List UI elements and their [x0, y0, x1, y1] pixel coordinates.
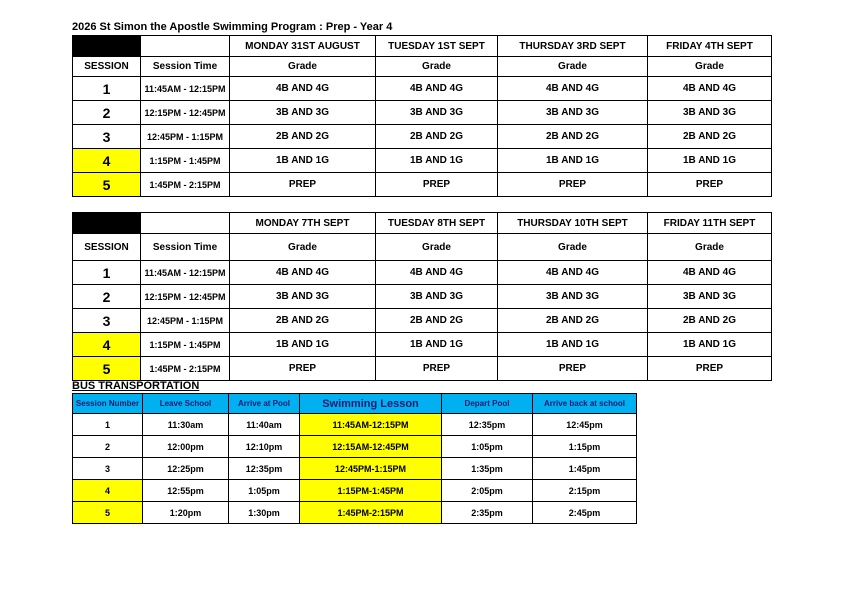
- grade-header: Grade: [230, 57, 376, 77]
- bus-cell: 12:35pm: [442, 414, 533, 436]
- session-time: 1:45PM - 2:15PM: [141, 357, 230, 381]
- grade-cell: 2B AND 2G: [648, 125, 772, 149]
- grade-cell: PREP: [648, 173, 772, 197]
- grade-header: Grade: [376, 57, 498, 77]
- table-row: [73, 414, 637, 436]
- bus-cell: 1:30pm: [229, 502, 300, 524]
- bus-header: Depart Pool: [442, 394, 533, 414]
- grade-cell: 2B AND 2G: [230, 309, 376, 333]
- table-row: [73, 173, 772, 197]
- table-row: [73, 149, 772, 173]
- schedule-week-2: [72, 212, 772, 381]
- day-header-row: [73, 36, 772, 57]
- bus-header: Arrive back at school: [533, 394, 637, 414]
- session-number: 3: [73, 125, 141, 149]
- table-row: [73, 480, 637, 502]
- bus-cell: 1:20pm: [143, 502, 229, 524]
- bus-cell: 12:45PM-1:15PM: [300, 458, 442, 480]
- grade-cell: 4B AND 4G: [230, 77, 376, 101]
- day-header: MONDAY 31ST AUGUST: [230, 36, 376, 57]
- bus-header: Leave School: [143, 394, 229, 414]
- session-time: 1:15PM - 1:45PM: [141, 333, 230, 357]
- grade-cell: PREP: [230, 357, 376, 381]
- day-header: TUESDAY 8TH SEPT: [376, 213, 498, 234]
- grade-cell: 1B AND 1G: [648, 149, 772, 173]
- bus-cell: 2: [73, 436, 143, 458]
- grade-header: Grade: [648, 57, 772, 77]
- grade-header: Grade: [376, 234, 498, 261]
- grade-cell: 2B AND 2G: [230, 125, 376, 149]
- session-time: 11:45AM - 12:15PM: [141, 77, 230, 101]
- bus-cell: 12:55pm: [143, 480, 229, 502]
- grade-cell: 3B AND 3G: [648, 285, 772, 309]
- session-time: 1:15PM - 1:45PM: [141, 149, 230, 173]
- bus-cell: 2:05pm: [442, 480, 533, 502]
- grade-cell: 4B AND 4G: [230, 261, 376, 285]
- session-header: SESSION: [73, 57, 141, 77]
- grade-cell: 3B AND 3G: [230, 285, 376, 309]
- grade-cell: 2B AND 2G: [376, 125, 498, 149]
- session-time-header: Session Time: [141, 234, 230, 261]
- day-header: FRIDAY 4TH SEPT: [648, 36, 772, 57]
- grade-cell: 1B AND 1G: [376, 333, 498, 357]
- grade-header: Grade: [230, 234, 376, 261]
- session-time: 12:15PM - 12:45PM: [141, 285, 230, 309]
- bus-cell: 12:45pm: [533, 414, 637, 436]
- grade-cell: 3B AND 3G: [498, 285, 648, 309]
- bus-header-row: [73, 394, 637, 414]
- grade-header: Grade: [648, 234, 772, 261]
- bus-cell: 12:25pm: [143, 458, 229, 480]
- bus-cell: 11:40am: [229, 414, 300, 436]
- bus-cell: 11:45AM-12:15PM: [300, 414, 442, 436]
- page-title: 2026 St Simon the Apostle Swimming Program : Prep - Year 4: [72, 21, 393, 33]
- session-number: 2: [73, 285, 141, 309]
- grade-cell: 3B AND 3G: [376, 101, 498, 125]
- bus-cell: 1: [73, 414, 143, 436]
- bus-cell: 1:05pm: [229, 480, 300, 502]
- bus-cell: 1:15PM-1:45PM: [300, 480, 442, 502]
- grade-cell: PREP: [498, 173, 648, 197]
- grade-cell: PREP: [376, 357, 498, 381]
- session-number: 1: [73, 261, 141, 285]
- table-row: [73, 436, 637, 458]
- grade-cell: 2B AND 2G: [498, 309, 648, 333]
- grade-cell: 4B AND 4G: [648, 261, 772, 285]
- bus-transportation-title: BUS TRANSPORTATION: [72, 380, 200, 392]
- day-header: THURSDAY 10TH SEPT: [498, 213, 648, 234]
- grade-cell: PREP: [498, 357, 648, 381]
- column-header-row: [73, 57, 772, 77]
- table-row: [73, 458, 637, 480]
- bus-header: Arrive at Pool: [229, 394, 300, 414]
- grade-cell: 1B AND 1G: [498, 149, 648, 173]
- grade-cell: PREP: [230, 173, 376, 197]
- table-row: [73, 125, 772, 149]
- bus-cell: 12:00pm: [143, 436, 229, 458]
- day-header: MONDAY 7TH SEPT: [230, 213, 376, 234]
- session-time: 11:45AM - 12:15PM: [141, 261, 230, 285]
- grade-cell: 1B AND 1G: [230, 333, 376, 357]
- column-header-row: [73, 234, 772, 261]
- bus-cell: 4: [73, 480, 143, 502]
- table-row: [73, 261, 772, 285]
- grade-cell: 2B AND 2G: [498, 125, 648, 149]
- bus-cell: 2:45pm: [533, 502, 637, 524]
- session-time: 1:45PM - 2:15PM: [141, 173, 230, 197]
- session-number: 5: [73, 173, 141, 197]
- grade-cell: 1B AND 1G: [498, 333, 648, 357]
- session-number: 5: [73, 357, 141, 381]
- bus-cell: 5: [73, 502, 143, 524]
- bus-cell: 1:15pm: [533, 436, 637, 458]
- day-header: THURSDAY 3RD SEPT: [498, 36, 648, 57]
- grade-cell: 2B AND 2G: [376, 309, 498, 333]
- table-row: [73, 333, 772, 357]
- grade-cell: 3B AND 3G: [648, 101, 772, 125]
- session-number: 4: [73, 333, 141, 357]
- table-row: [73, 309, 772, 333]
- session-number: 2: [73, 101, 141, 125]
- grade-cell: 1B AND 1G: [230, 149, 376, 173]
- grade-cell: 4B AND 4G: [498, 261, 648, 285]
- grade-cell: 3B AND 3G: [376, 285, 498, 309]
- empty-cell: [141, 36, 230, 57]
- header-block: [73, 213, 141, 234]
- bus-cell: 12:35pm: [229, 458, 300, 480]
- bus-cell: 11:30am: [143, 414, 229, 436]
- grade-cell: 2B AND 2G: [648, 309, 772, 333]
- header-block: [73, 36, 141, 57]
- table-row: [73, 77, 772, 101]
- grade-header: Grade: [498, 234, 648, 261]
- grade-cell: 4B AND 4G: [648, 77, 772, 101]
- session-number: 3: [73, 309, 141, 333]
- grade-cell: 3B AND 3G: [498, 101, 648, 125]
- day-header-row: [73, 213, 772, 234]
- grade-cell: 1B AND 1G: [376, 149, 498, 173]
- bus-header: Session Number: [73, 394, 143, 414]
- day-header: FRIDAY 11TH SEPT: [648, 213, 772, 234]
- grade-header: Grade: [498, 57, 648, 77]
- bus-cell: 2:35pm: [442, 502, 533, 524]
- bus-cell: 2:15pm: [533, 480, 637, 502]
- bus-cell: 1:45pm: [533, 458, 637, 480]
- bus-cell: 1:05pm: [442, 436, 533, 458]
- table-row: [73, 285, 772, 309]
- grade-cell: PREP: [648, 357, 772, 381]
- session-number: 1: [73, 77, 141, 101]
- session-time: 12:45PM - 1:15PM: [141, 125, 230, 149]
- bus-cell: 12:10pm: [229, 436, 300, 458]
- grade-cell: 1B AND 1G: [648, 333, 772, 357]
- grade-cell: 4B AND 4G: [376, 261, 498, 285]
- schedule-week-1: [72, 35, 772, 197]
- day-header: TUESDAY 1ST SEPT: [376, 36, 498, 57]
- table-row: [73, 502, 637, 524]
- grade-cell: 3B AND 3G: [230, 101, 376, 125]
- empty-cell: [141, 213, 230, 234]
- grade-cell: PREP: [376, 173, 498, 197]
- session-time: 12:15PM - 12:45PM: [141, 101, 230, 125]
- table-row: [73, 101, 772, 125]
- grade-cell: 4B AND 4G: [498, 77, 648, 101]
- session-number: 4: [73, 149, 141, 173]
- bus-schedule-table: [72, 393, 637, 524]
- table-row: [73, 357, 772, 381]
- bus-cell: 1:35pm: [442, 458, 533, 480]
- bus-cell: 3: [73, 458, 143, 480]
- bus-cell: 12:15AM-12:45PM: [300, 436, 442, 458]
- bus-header: Swimming Lesson: [300, 394, 442, 414]
- grade-cell: 4B AND 4G: [376, 77, 498, 101]
- session-time: 12:45PM - 1:15PM: [141, 309, 230, 333]
- session-header: SESSION: [73, 234, 141, 261]
- session-time-header: Session Time: [141, 57, 230, 77]
- bus-cell: 1:45PM-2:15PM: [300, 502, 442, 524]
